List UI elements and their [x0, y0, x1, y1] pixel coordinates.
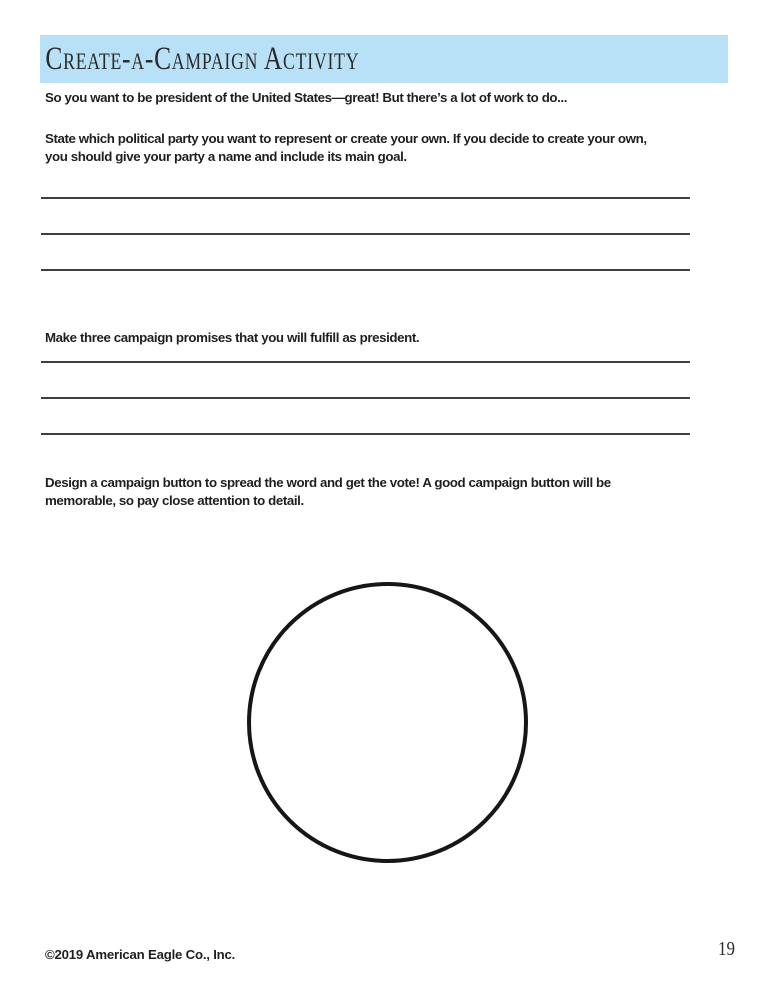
footer-copyright: ©2019 American Eagle Co., Inc.	[45, 947, 236, 962]
answer-line	[41, 197, 690, 199]
party-prompt-line-2: you should give your party a name and include its main goal.	[45, 149, 407, 164]
answer-line	[41, 433, 690, 435]
footer-page-number: 19	[718, 938, 735, 960]
title-banner	[40, 35, 728, 83]
page-title: Create-a-Campaign Activity	[45, 40, 360, 77]
intro-line: So you want to be president of the United States—great! But there’s a lot of work to do...	[45, 90, 568, 105]
party-prompt	[45, 130, 647, 166]
promises-prompt	[45, 329, 419, 347]
answer-line	[41, 361, 690, 363]
answer-line	[41, 233, 690, 235]
promises-prompt-line: Make three campaign promises that you will fulfill as president.	[45, 330, 420, 345]
answer-line	[41, 397, 690, 399]
campaign-button-circle	[247, 582, 528, 863]
button-prompt	[45, 474, 611, 510]
answer-line	[41, 269, 690, 271]
intro-paragraph	[45, 89, 567, 107]
party-prompt-line-1: State which political party you want to represent or create your own. If you decide to create your own,	[45, 131, 647, 146]
button-prompt-line-2: memorable, so pay close attention to detail.	[45, 493, 304, 508]
button-prompt-line-1: Design a campaign button to spread the word and get the vote! A good campaign button will be	[45, 475, 611, 490]
